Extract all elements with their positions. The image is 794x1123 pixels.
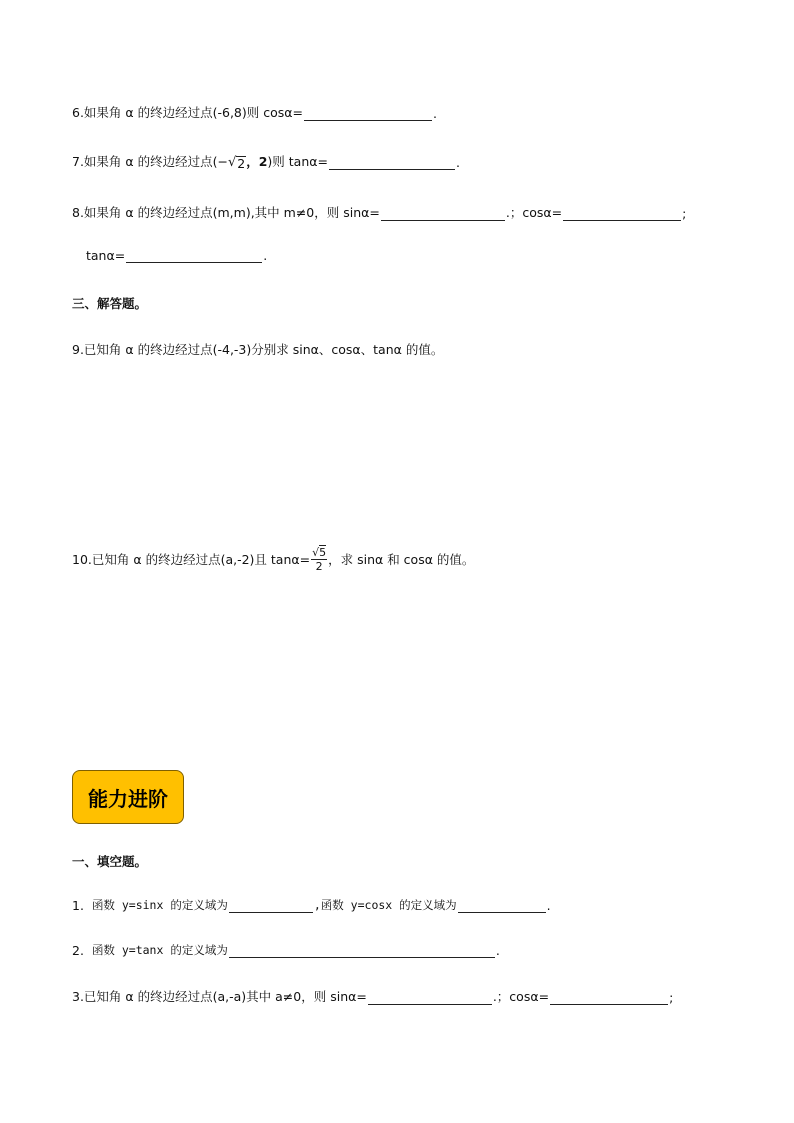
radical-sign-icon: √ <box>312 546 320 559</box>
answer-blank[interactable] <box>304 106 432 121</box>
answer-blank-sin[interactable] <box>368 990 492 1005</box>
problem-2 <box>72 942 500 958</box>
radicand: 2 <box>237 156 246 171</box>
question-7 <box>72 152 460 170</box>
answer-blank[interactable] <box>329 155 455 170</box>
fraction-numerator <box>311 545 327 560</box>
question-7-pre: 7.如果角 α 的终边经过点(− <box>72 154 228 169</box>
question-8-continued <box>86 248 267 263</box>
radical-sign-icon: √ <box>227 155 237 170</box>
question-6 <box>72 103 437 121</box>
question-10 <box>72 545 474 573</box>
question-6-text: 6.如果角 α 的终边经过点(-6,8)则 cosα= <box>72 105 303 120</box>
question-8-tan: tanα= <box>86 248 126 263</box>
section-badge: 能力进阶 <box>72 770 184 824</box>
radicand: 5 <box>319 546 327 559</box>
problem-3-end: ; <box>669 990 674 1005</box>
section-heading-1: 一、填空题。 <box>72 854 148 869</box>
question-8-pre: 8.如果角 α 的终边经过点(m,m),其中 m≠0，则 sinα= <box>72 205 380 220</box>
answer-blank-cos[interactable] <box>550 990 668 1005</box>
problem-3-pre: 3.已知角 α 的终边经过点(a,-a)其中 a≠0，则 sinα= <box>72 989 367 1004</box>
problem-2-text: 函数 y=tanx 的定义域为 <box>91 943 228 957</box>
answer-blank-tan-domain[interactable] <box>229 943 495 958</box>
problem-1-text-b: ,函数 y=cosx 的定义域为 <box>313 898 457 912</box>
question-7-post: )则 tanα= <box>267 154 328 169</box>
question-10-pre: 10.已知角 α 的终边经过点(a,-2)且 tanα= <box>72 552 311 567</box>
question-9: 9.已知角 α 的终边经过点(-4,-3)分别求 sinα、cosα、tanα 的值。 <box>72 342 444 357</box>
section-heading-3: 三、解答题。 <box>72 296 148 311</box>
answer-blank-sin-domain[interactable] <box>229 898 313 913</box>
problem-3 <box>72 987 673 1005</box>
problem-1-number: 1. <box>72 898 84 913</box>
problem-1 <box>72 897 551 913</box>
question-6-end: . <box>432 106 437 121</box>
problem-3-sep: .；cosα= <box>492 989 550 1004</box>
problem-2-number: 2. <box>72 943 84 958</box>
question-8-tan-end: . <box>263 248 268 263</box>
question-7-end: . <box>455 155 460 170</box>
fraction <box>311 545 327 573</box>
problem-2-end: . <box>495 943 500 958</box>
answer-blank-sin[interactable] <box>381 206 505 221</box>
question-8-sep: .；cosα= <box>505 205 563 220</box>
question-8 <box>72 203 686 221</box>
answer-blank-cos-domain[interactable] <box>458 898 546 913</box>
sqrt-expression <box>228 155 246 170</box>
question-7-mid: ，2 <box>246 154 268 169</box>
question-8-end: ; <box>682 206 687 221</box>
fraction-denominator: 2 <box>315 560 323 573</box>
answer-blank-tan[interactable] <box>126 248 262 263</box>
question-10-post: ，求 sinα 和 cosα 的值。 <box>328 552 475 567</box>
answer-blank-cos[interactable] <box>563 206 681 221</box>
problem-1-text-a: 函数 y=sinx 的定义域为 <box>91 898 228 912</box>
problem-1-end: . <box>546 898 551 913</box>
